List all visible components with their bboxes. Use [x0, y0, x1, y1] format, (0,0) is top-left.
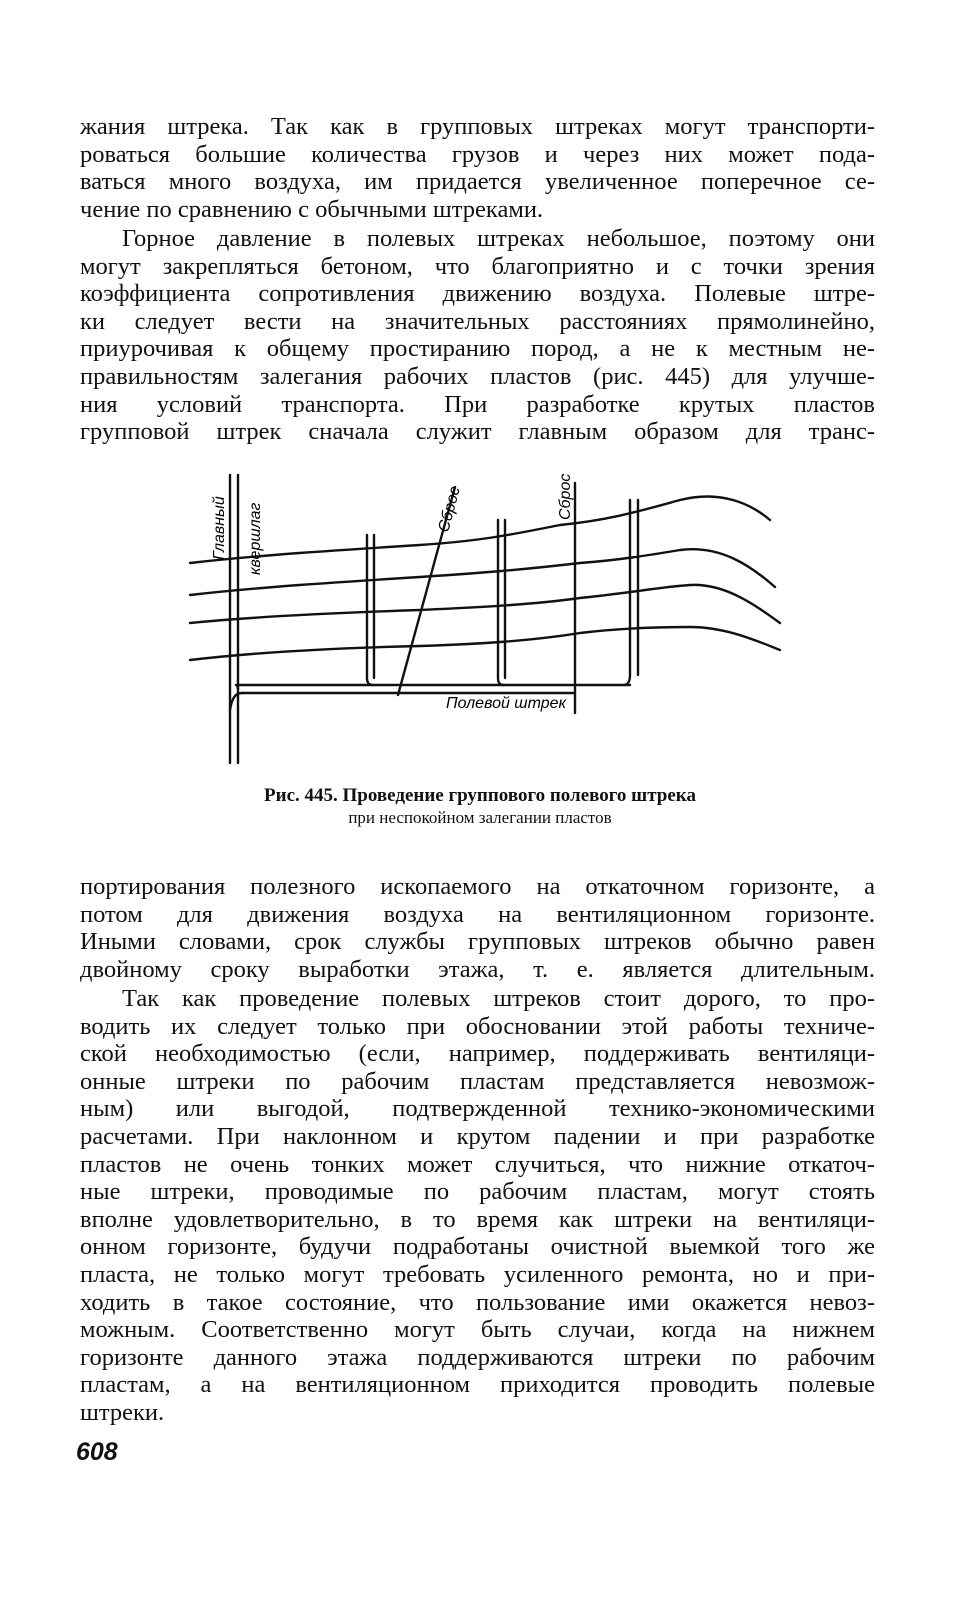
label-fault-2: Сброс	[557, 473, 574, 520]
text-line: ния условий транспорта. При разработке крутых пластов	[80, 390, 875, 418]
text-line: Горное давление в полевых штреках небольшое, поэтому они	[122, 225, 875, 252]
text-line: Так как проведение полевых штреков стоит дорого, то про-	[122, 985, 875, 1012]
text-line: групповой штрек сначала служит главным образом для транс-	[80, 418, 875, 446]
text-line: ные штреки, проводимые по рабочим пластам, могут стоять	[80, 1178, 875, 1206]
text-line: портирования полезного ископаемого на откаточном горизонте, а	[80, 873, 875, 900]
label-fault-1: Сброс	[435, 484, 464, 535]
text-line: онном горизонте, будучи подработаны очистной выемкой того же	[80, 1233, 875, 1261]
text-line: водить их следует только при обосновании этой работы техниче-	[80, 1012, 875, 1040]
text-line: пластов не очень тонких может случиться, что нижние откаточ-	[80, 1150, 875, 1178]
text-line: роваться большие количества грузов и через них может пода-	[80, 140, 875, 168]
figure-caption-line-2: при неспокойном залегании пластов	[348, 808, 612, 827]
text-line: коэффициента сопротивления движению воздуха. Полевые штре-	[80, 280, 875, 308]
figure-445	[180, 465, 800, 770]
text-line: чение по сравнению с обычными штреками.	[80, 195, 544, 223]
text-line: ской необходимостью (если, например, поддерживать вентиляци-	[80, 1040, 875, 1068]
text-line: ным) или выгодой, подтвержденной технико-экономическими	[80, 1095, 875, 1123]
crosscut-1-left	[367, 535, 373, 685]
paragraph-3	[80, 873, 875, 983]
text-line: потом для движения воздуха на вентиляционном горизонте.	[80, 900, 875, 928]
text-line: двойному сроку выработки этажа, т. е. является длительным.	[80, 955, 875, 983]
label-main-2: квершлаг	[247, 502, 264, 575]
paragraph-1	[80, 113, 875, 223]
text-line: Иными словами, срок службы групповых штреков обычно равен	[80, 928, 875, 956]
text-line: пластам, а на вентиляционном приходится проводить полевые	[80, 1371, 875, 1399]
text-line: вполне удовлетворительно, в то время как штреки на вентиляци-	[80, 1205, 875, 1233]
page-number: 608	[76, 1438, 118, 1466]
seam-1	[190, 497, 770, 563]
paragraph-2	[80, 225, 875, 446]
text-line: могут закрепляться бетоном, что благоприятно и с точки зрения	[80, 252, 875, 280]
seam-3	[190, 585, 780, 623]
text-line: ваться много воздуха, им придается увеличенное поперечное се-	[80, 168, 875, 196]
text-line: жания штрека. Так как в групповых штреках могут транспорти-	[80, 113, 875, 140]
figure-caption-line-1: Рис. 445. Проведение группового полевого штрека	[264, 785, 696, 806]
text-line: приурочивая к общему простиранию пород, а не к местным не-	[80, 335, 875, 363]
text-line: ки следует вести на значительных расстояниях прямолинейно,	[80, 307, 875, 335]
text-line: ходить в такое состояние, что пользование ими окажется невоз-	[80, 1288, 875, 1316]
field-drift-junction-curve	[230, 693, 242, 710]
text-line: горизонте данного этажа поддерживаются штреки по рабочим	[80, 1343, 875, 1371]
text-line: можным. Соответственно могут быть случаи, когда на нижнем	[80, 1316, 875, 1344]
mine-workings-diagram	[180, 465, 800, 770]
label-main-1: Главный	[211, 496, 228, 560]
text-line: правильностям залегания рабочих пластов (рис. 445) для улучше-	[80, 362, 875, 390]
seam-2	[190, 549, 775, 595]
label-field-drift: Полевой штрек	[446, 695, 567, 712]
text-line: расчетами. При наклонном и крутом падении и при разработке	[80, 1122, 875, 1150]
text-line: онные штреки по рабочим пластам представляется невозмож-	[80, 1067, 875, 1095]
seam-4	[190, 627, 780, 660]
text-line: штреки.	[80, 1398, 165, 1426]
text-line: пласта, не только могут требовать усиленного ремонта, но и при-	[80, 1260, 875, 1288]
crosscut-2-left	[498, 520, 504, 685]
field-drift-junction-top	[236, 685, 238, 689]
paragraph-4	[80, 985, 875, 1427]
